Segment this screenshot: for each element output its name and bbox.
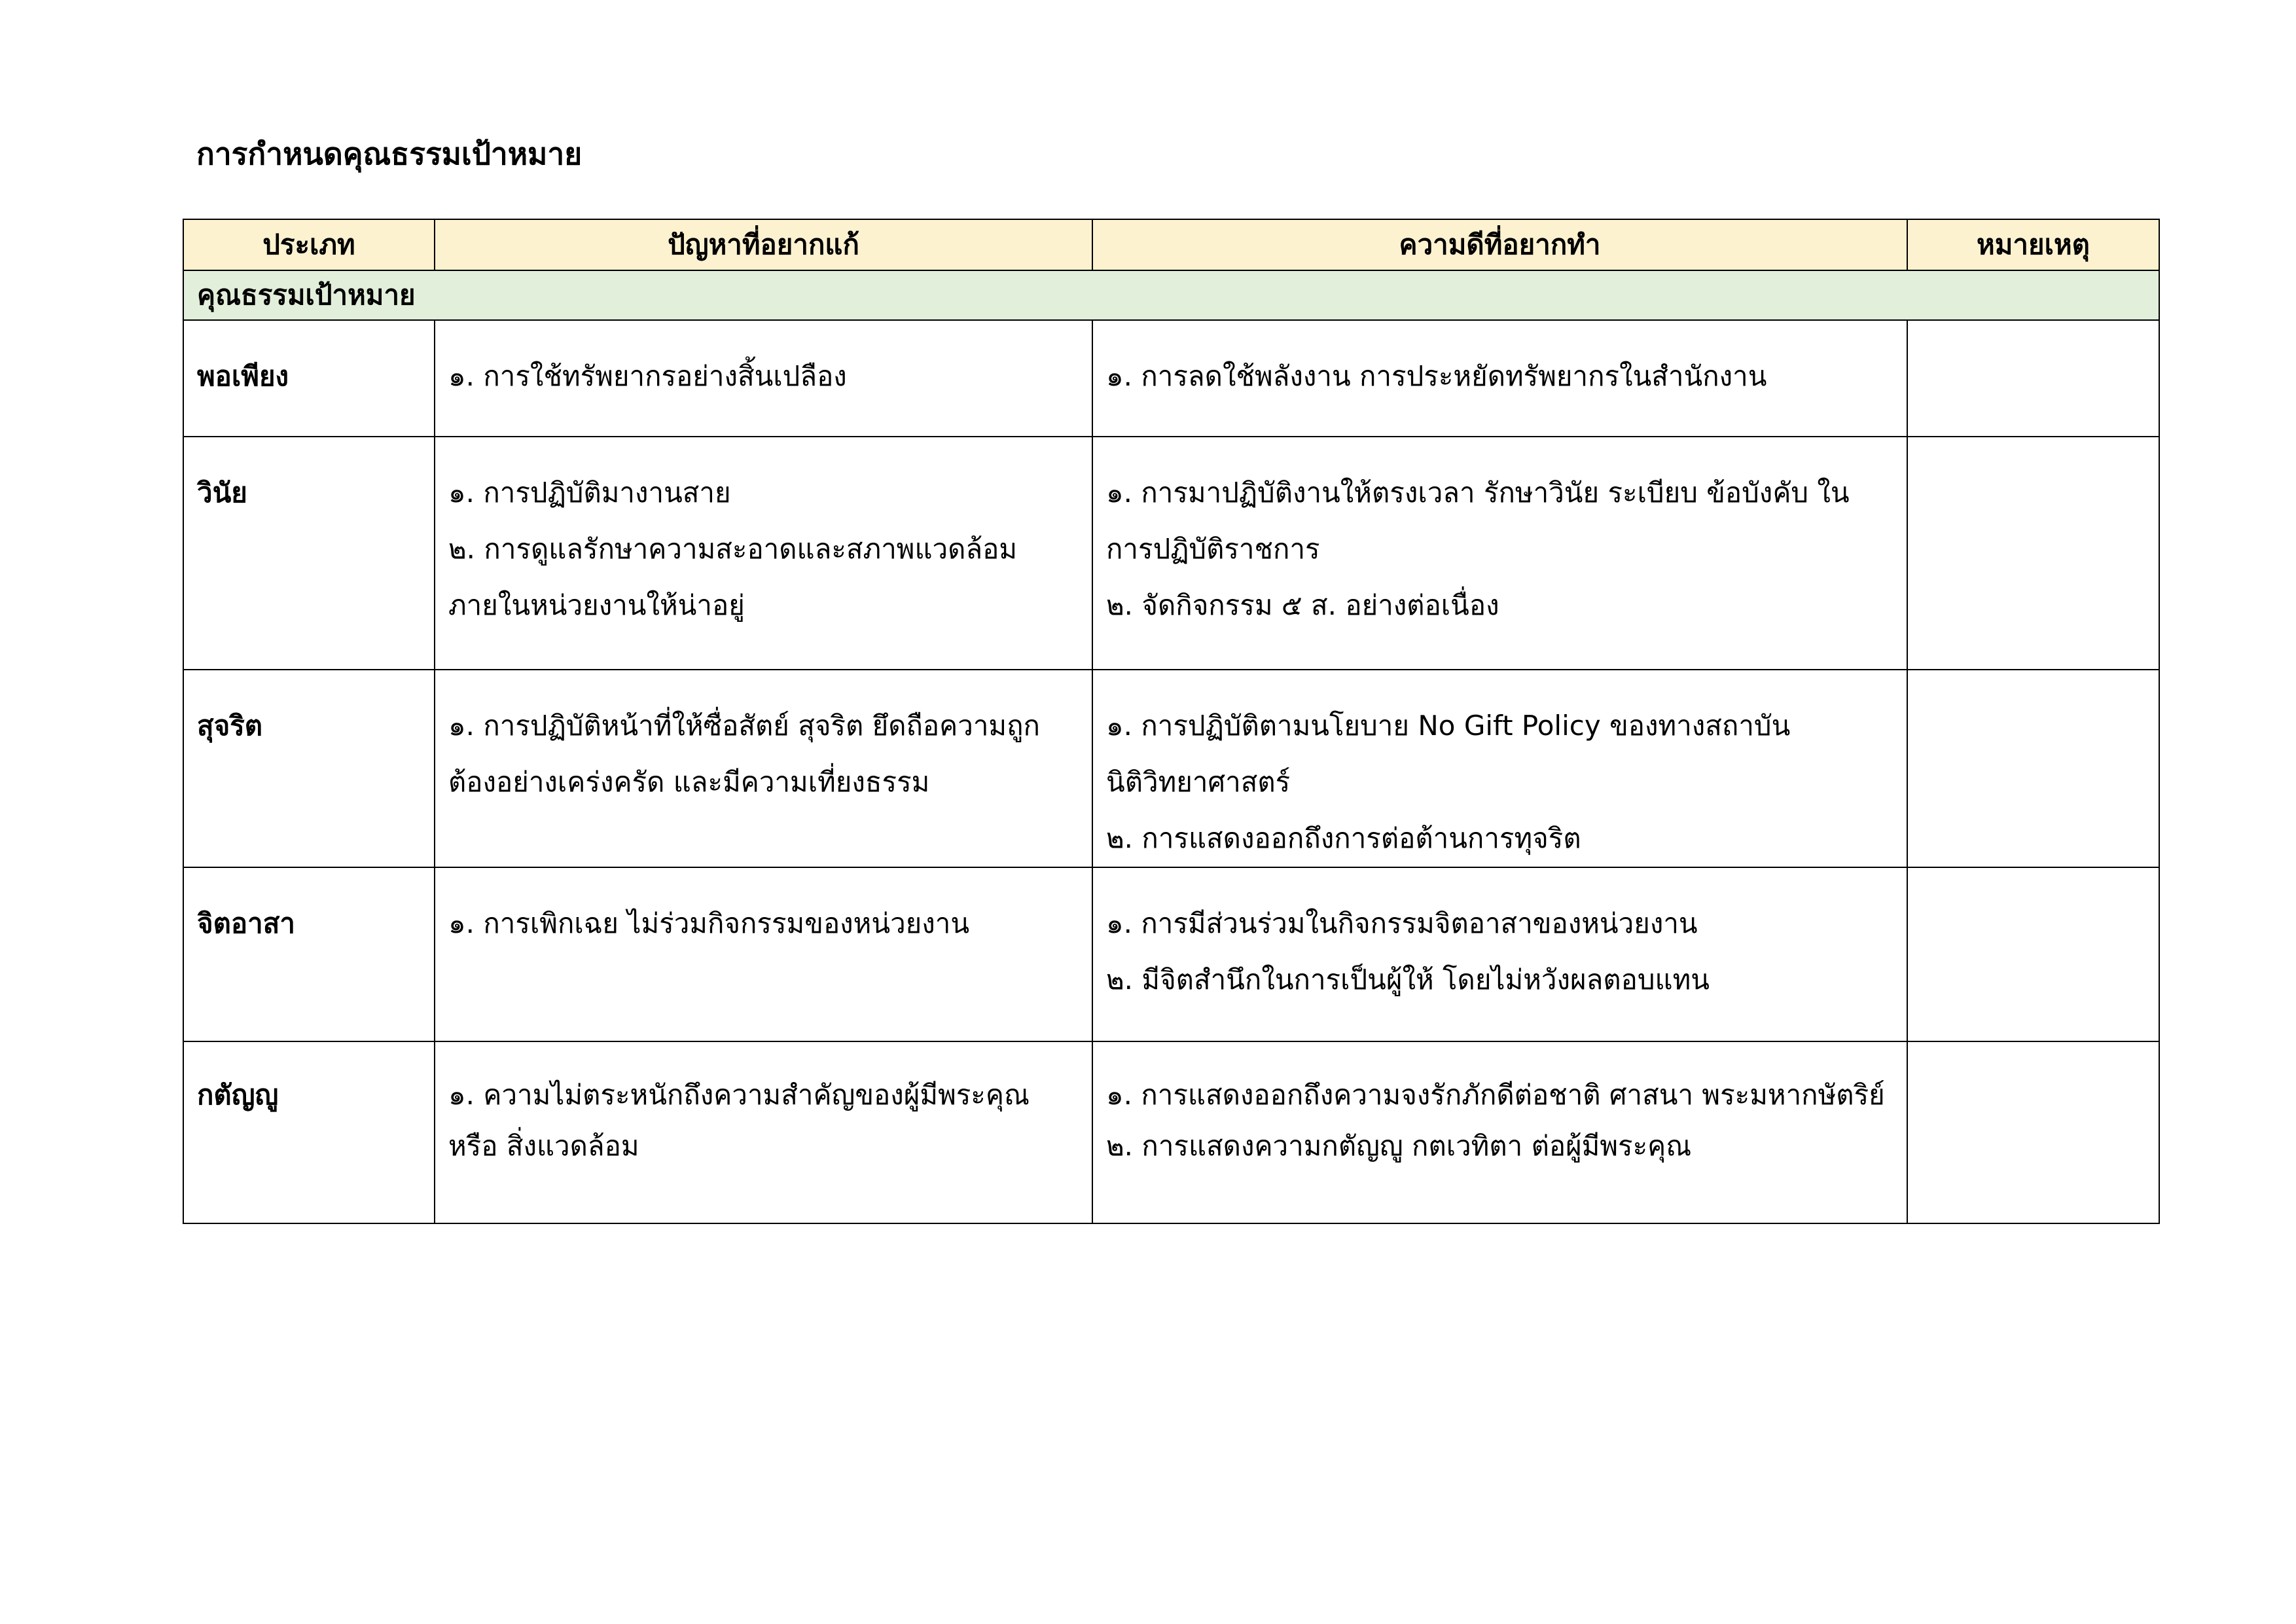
problems-cell — [435, 320, 1092, 437]
goodness-cell — [1092, 437, 1907, 670]
virtue-type-cell — [183, 867, 435, 1041]
goodness-item: ๒. มีจิตสำนึกในการเป็นผู้ให้ โดยไม่หวังผลตอบแทน — [1106, 964, 1710, 996]
table-row — [183, 437, 2159, 670]
goodness-cell — [1092, 320, 1907, 437]
virtue-type-cell — [183, 670, 435, 867]
virtue-type: จิตอาสา — [197, 907, 295, 939]
goodness-item: ๑. การปฏิบัติตามนโยบาย No Gift Policy ของทางสถาบันนิติวิทยาศาสตร์ — [1106, 710, 1791, 798]
header-goodness: ความดีที่อยากทำ — [1092, 219, 1907, 270]
virtue-type: สุจริต — [197, 710, 263, 742]
goodness-item: ๑. การลดใช้พลังงาน การประหยัดทรัพยากรในสำนักงาน — [1106, 360, 1767, 392]
goodness-item: ๑. การมาปฏิบัติงานให้ตรงเวลา รักษาวินัย ระเบียบ ข้อบังคับ ในการปฏิบัติราชการ — [1106, 477, 1850, 565]
table-row — [183, 320, 2159, 437]
virtue-target-table — [183, 219, 2160, 1224]
goodness-item: ๑. การแสดงออกถึงความจงรักภักดีต่อชาติ ศาสนา พระมหากษัตริย์ — [1106, 1079, 1885, 1111]
header-type: ประเภท — [183, 219, 435, 270]
virtue-type: วินัย — [197, 477, 247, 509]
goodness-cell — [1092, 1041, 1907, 1223]
problem-item: ๑. การปฏิบัติมางานสาย — [448, 477, 731, 509]
remark-cell — [1907, 320, 2159, 437]
remark-cell — [1907, 670, 2159, 867]
remark-cell — [1907, 867, 2159, 1041]
goodness-item: ๒. การแสดงออกถึงการต่อต้านการทุจริต — [1106, 822, 1581, 854]
remark-cell — [1907, 1041, 2159, 1223]
section-label: คุณธรรมเป้าหมาย — [183, 270, 2159, 320]
goodness-item: ๑. การมีส่วนร่วมในกิจกรรมจิตอาสาของหน่วยงาน — [1106, 907, 1698, 939]
goodness-cell — [1092, 867, 1907, 1041]
header-problems: ปัญหาที่อยากแก้ — [435, 219, 1092, 270]
problems-cell — [435, 1041, 1092, 1223]
virtue-type-cell — [183, 1041, 435, 1223]
virtue-type-cell — [183, 320, 435, 437]
problem-item: ๒. การดูแลรักษาความสะอาดและสภาพแวดล้อมภายในหน่วยงานให้น่าอยู่ — [448, 533, 1018, 621]
goodness-item: ๒. การแสดงความกตัญญู กตเวทิตา ต่อผู้มีพระคุณ — [1106, 1130, 1692, 1162]
goodness-item: ๒. จัดกิจกรรม ๕ ส. อย่างต่อเนื่อง — [1106, 589, 1499, 621]
remark-cell — [1907, 437, 2159, 670]
problems-cell — [435, 867, 1092, 1041]
table-row — [183, 867, 2159, 1041]
virtue-type: กตัญญู — [197, 1079, 279, 1111]
problem-item: ๑. การเพิกเฉย ไม่ร่วมกิจกรรมของหน่วยงาน — [448, 907, 970, 939]
problem-item: ๑. การใช้ทรัพยากรอย่างสิ้นเปลือง — [448, 360, 847, 392]
virtue-type-cell — [183, 437, 435, 670]
goodness-cell — [1092, 670, 1907, 867]
problem-item: ๑. การปฏิบัติหน้าที่ให้ซื่อสัตย์ สุจริต ยึดถือความถูกต้องอย่างเคร่งครัด และมีความเที่ยงธรรม — [448, 710, 1040, 798]
virtue-type: พอเพียง — [197, 360, 289, 392]
table-header-row — [183, 219, 2159, 270]
section-row — [183, 270, 2159, 320]
table-row — [183, 1041, 2159, 1223]
problems-cell — [435, 670, 1092, 867]
problems-cell — [435, 437, 1092, 670]
page-title: การกำหนดคุณธรรมเป้าหมาย — [196, 136, 583, 171]
table-row — [183, 670, 2159, 867]
header-remark: หมายเหตุ — [1907, 219, 2159, 270]
problem-item: ๑. ความไม่ตระหนักถึงความสำคัญของผู้มีพระคุณ หรือ สิ่งแวดล้อม — [448, 1079, 1030, 1162]
